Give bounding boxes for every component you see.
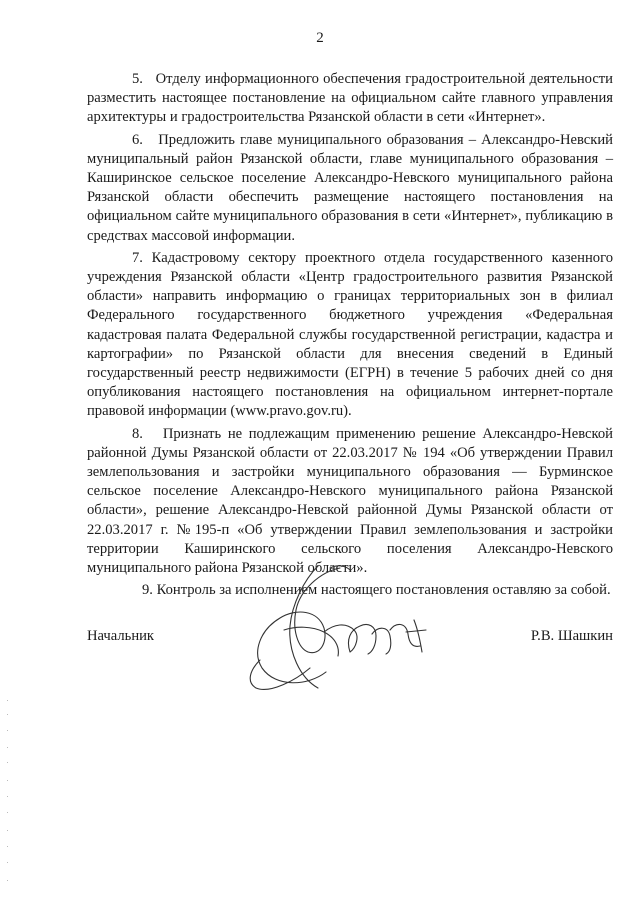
signature-block (87, 628, 613, 648)
paragraph-item-9: 9. Контроль за исполнением настоящего постановления оставляю за собой. (142, 582, 611, 599)
page-number: 2 (316, 30, 324, 46)
document-body (87, 70, 613, 603)
signatory-name: Р.В. Шашкин (530, 628, 613, 644)
paragraph-item-6: 6. Предложить главе муниципального образования – Александро-Невский муниципальный район Рязанской области, главе муниципального образования – Каширинское сельское поселение Александро-Невского муниципального района Рязанской области обеспечить размещение настоящего постановления на официальном сайте муниципального образования в сети «Интернет», публикацию в средствах массовой информации. (87, 131, 613, 244)
paragraph-item-7: 7. Кадастровому сектору проектного отдела государственного казенного учреждения Рязанской области «Центр градостроительного развития Рязанской области» направить информацию о границах территориальных зон в филиал Федерального государственного бюджетного учреждения «Федеральная кадастровая палата Федеральной службы государственной регистрации, кадастра и картографии» по Рязанской области для внесения сведений в Единый государственный реестр недвижимости (ЕГРН) в течение 5 рабочих дней со дня опубликования настоящего постановления на официальном интернет-портале правовой информации (www.pravo.gov.ru). (87, 249, 613, 420)
paragraph-item-5: 5. Отделу информационного обеспечения градостроительной деятельности разместить настоящее постановление на официальном сайте главного управления архитектуры и градостроительства Рязанской области в сети «Интернет». (87, 71, 613, 126)
paragraph-item-8: 8. Признать не подлежащим применению решение Александро-Невской районной Думы Рязанской области от 22.03.2017 № 194 «Об утверждении Правил землепользования и застройки муниципального образования — Бурминское сельское поселение Александро-Невского муниципального района Рязанской области», решение Александро-Невской районной Думы Рязанской области от 22.03.2017 г. №195-п «Об утверждении Правил землепользования и застройки территории Каширинского сельского поселения Александро-Невского муниципального района Рязанской области». (87, 425, 613, 577)
signatory-title: Начальник (87, 628, 155, 644)
scan-margin-marks (6, 700, 10, 890)
